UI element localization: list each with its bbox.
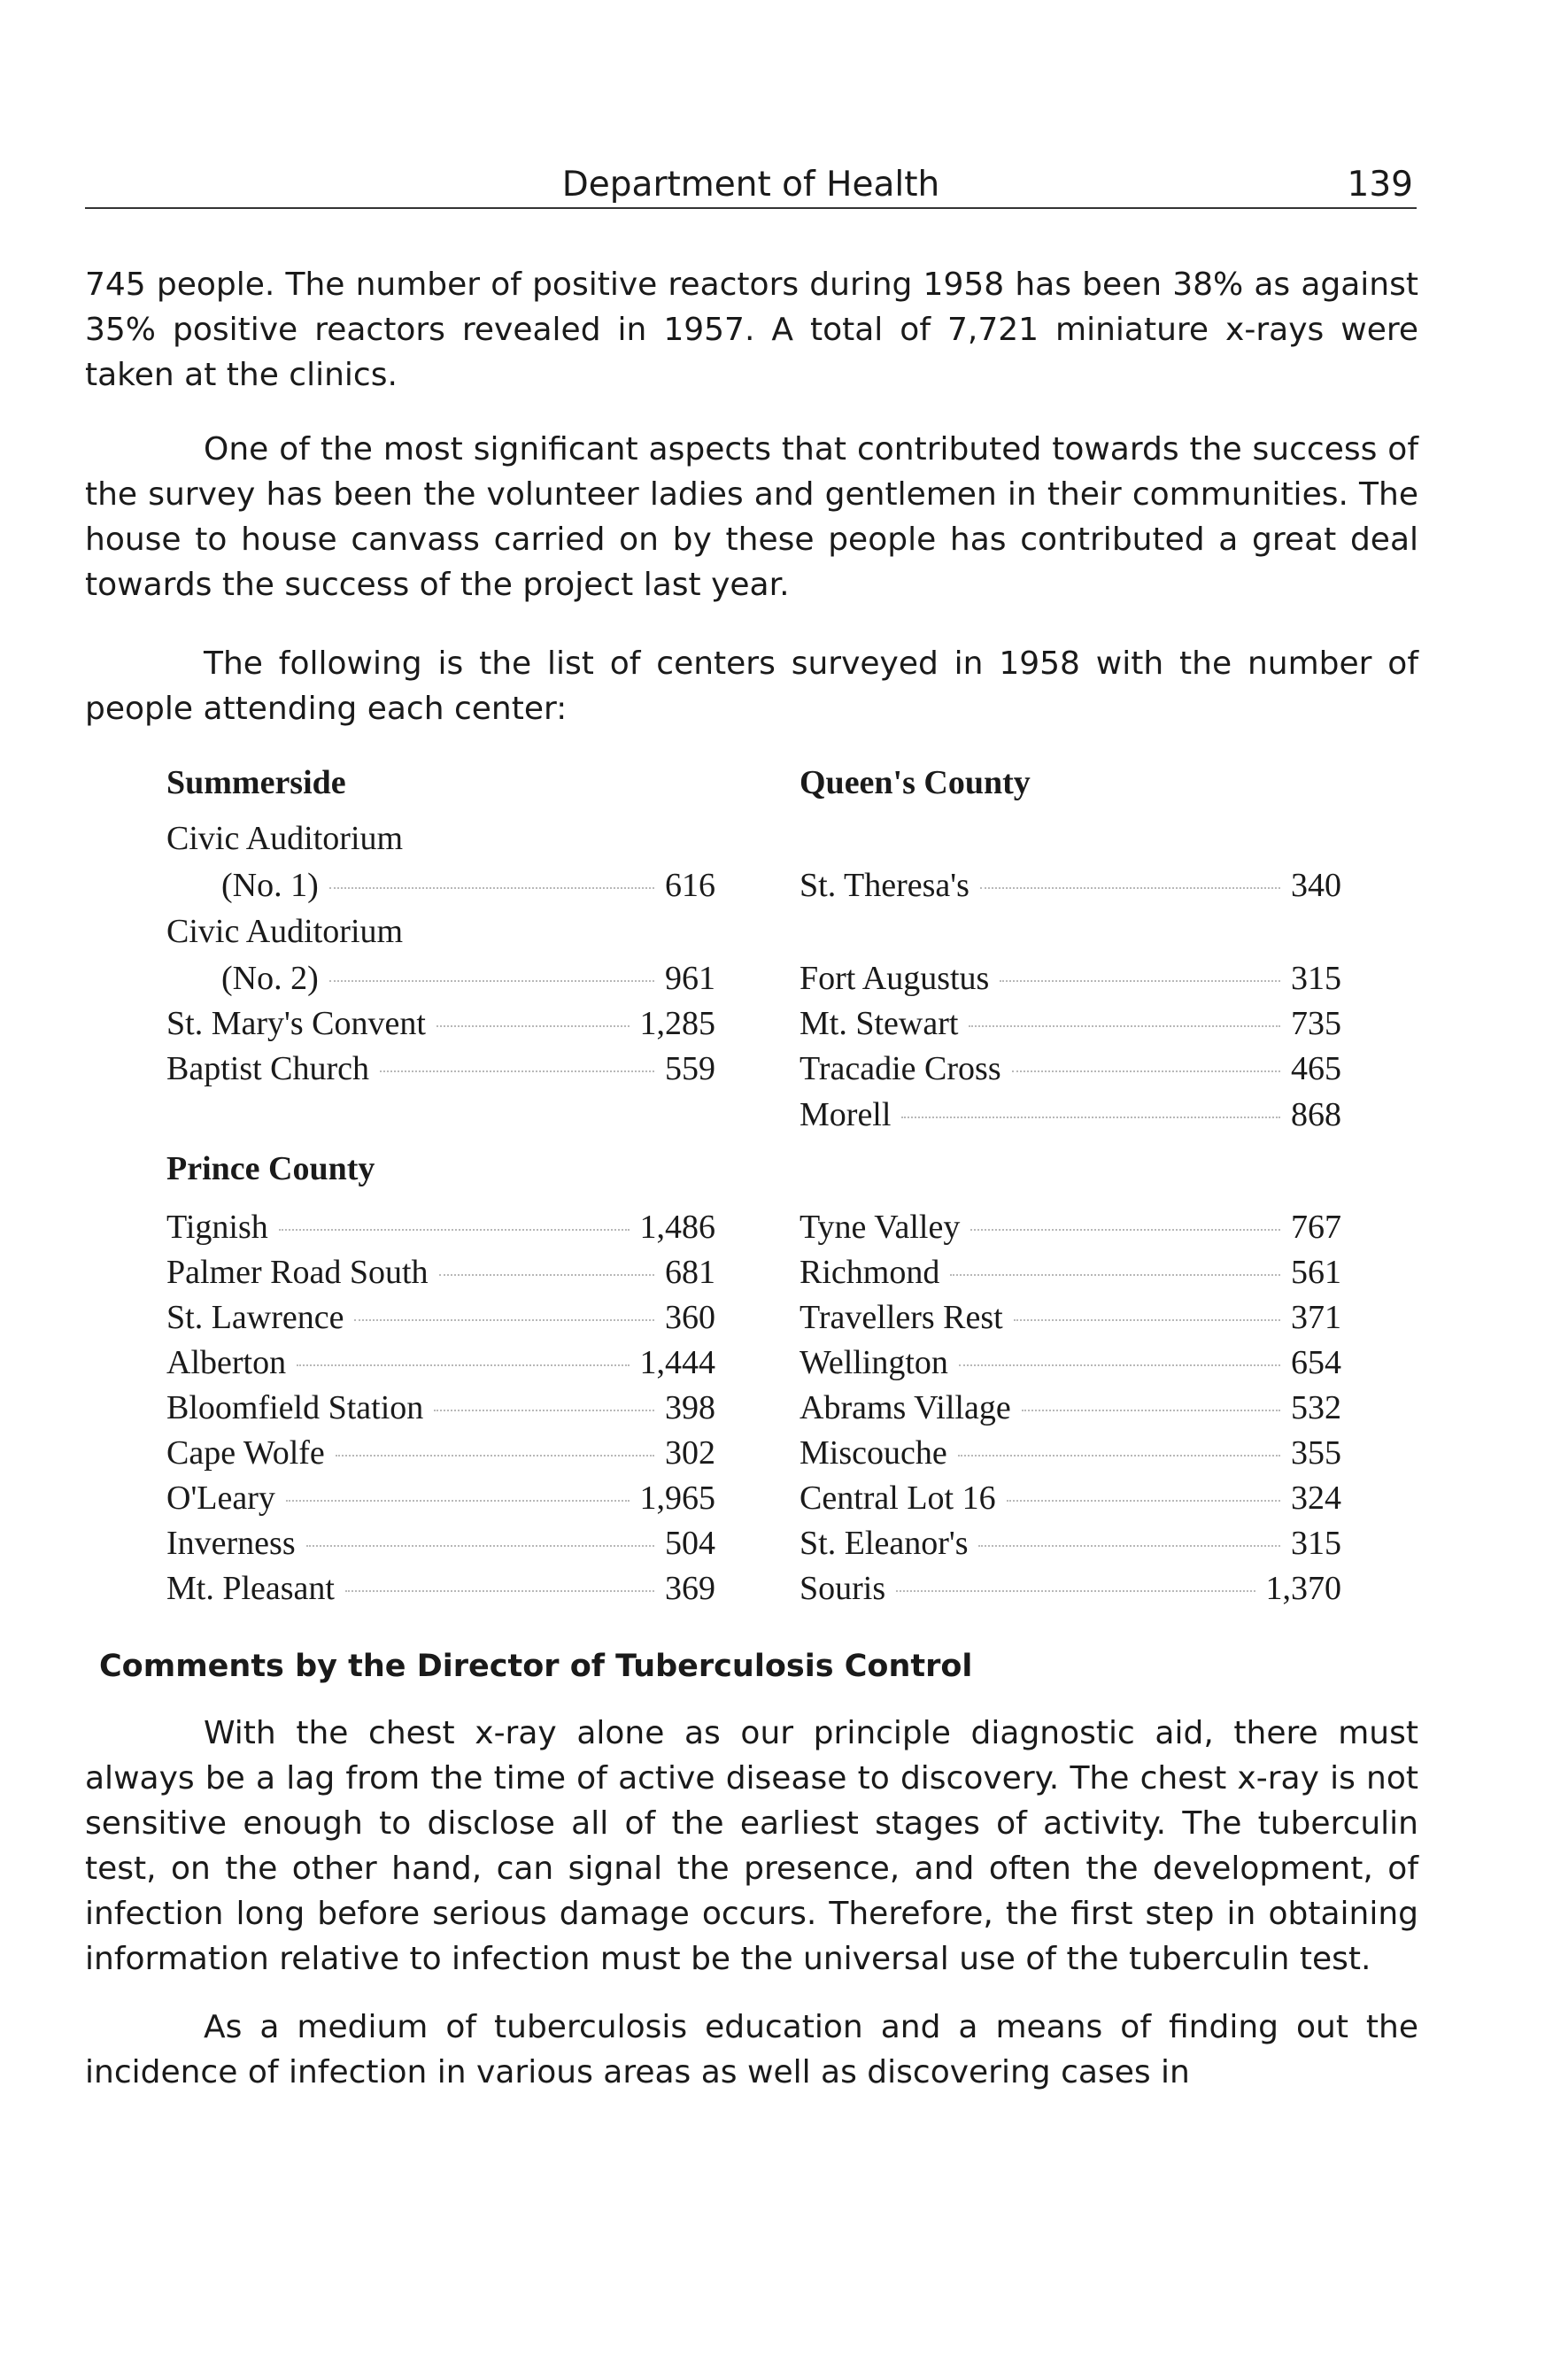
center-entry <box>166 1298 715 1342</box>
center-name: Tignish <box>166 1209 268 1246</box>
attendance-count: 324 <box>1291 1480 1341 1517</box>
attendance-count: 654 <box>1291 1344 1341 1381</box>
attendance-count: 340 <box>1291 867 1341 904</box>
center-name: Travellers Rest <box>800 1299 1003 1336</box>
dot-leader <box>306 1545 654 1547</box>
civic-auditorium-label: Civic Auditorium <box>166 913 404 950</box>
dot-leader <box>1007 1500 1280 1502</box>
dot-leader <box>354 1319 654 1321</box>
center-entry <box>166 1004 715 1048</box>
center-name: Richmond <box>800 1254 940 1291</box>
attendance-count: 465 <box>1291 1050 1341 1087</box>
center-entry <box>166 1569 715 1613</box>
center-entry <box>800 959 1341 1003</box>
dot-leader <box>896 1590 1255 1592</box>
attendance-count: 681 <box>665 1254 715 1291</box>
center-entry <box>800 1095 1341 1140</box>
dot-leader <box>279 1229 630 1231</box>
center-entry <box>800 1253 1341 1297</box>
center-entry <box>800 1004 1341 1048</box>
dot-leader <box>439 1274 654 1276</box>
attendance-count: 561 <box>1291 1254 1341 1291</box>
attendance-count: 371 <box>1291 1299 1341 1336</box>
paragraph-tuberculin-test <box>85 1711 1418 1982</box>
center-entry <box>166 1049 715 1093</box>
center-name: St. Lawrence <box>166 1299 344 1336</box>
paragraph: 745 people. The number of positive reactors during 1958 has been 38% as against 35% positive reactors revealed in 1957. A total of 7,721 miniature x-rays were taken at the clinics. <box>85 267 1418 393</box>
center-entry <box>166 1524 715 1568</box>
dot-leader <box>434 1410 654 1411</box>
attendance-count: 369 <box>665 1570 715 1607</box>
attendance-count: 559 <box>665 1050 715 1087</box>
dot-leader <box>969 1025 1280 1027</box>
attendance-count: 315 <box>1291 960 1341 997</box>
dot-leader <box>286 1500 630 1502</box>
center-entry <box>800 1208 1341 1252</box>
dot-leader <box>336 1455 654 1457</box>
center-name: St. Eleanor's <box>800 1525 969 1562</box>
queens-county-heading: Queen's County <box>800 764 1031 801</box>
dot-leader <box>380 1070 654 1072</box>
paragraph: With the chest x-ray alone as our principle diagnostic aid, there must always be a lag from the time of active disease to discovery. The chest x-ray is not sensitive enough to disclose all of the earliest stages of activity. The tuberculin test, on the other hand, can signal the presence, and often the development, of infection long before serious damage occurs. Therefore, the first step in obtaining information relative to infection must be the universal use of the tuberculin test. <box>85 1715 1418 1977</box>
center-name: Alberton <box>166 1344 287 1381</box>
comments-heading: Comments by the Director of Tuberculosis Control <box>99 1649 973 1684</box>
center-name: Tyne Valley <box>800 1209 961 1246</box>
paragraph-volunteers <box>85 427 1418 607</box>
center-name: Central Lot 16 <box>800 1480 996 1517</box>
summerside-heading: Summerside <box>166 764 346 801</box>
center-entry <box>800 1049 1341 1093</box>
civic-auditorium-label: Civic Auditorium <box>166 820 404 857</box>
paragraph: As a medium of tuberculosis education and a means of finding out the incidence of infection in various areas as well as discovering cases in <box>85 2009 1418 2090</box>
center-entry <box>800 1479 1341 1523</box>
center-name: Fort Augustus <box>800 960 990 997</box>
attendance-count: 1,370 <box>1265 1570 1341 1607</box>
center-name: O'Leary <box>166 1480 275 1517</box>
paragraph-list-intro <box>85 641 1418 731</box>
dot-leader <box>329 980 654 982</box>
center-name: Inverness <box>166 1525 296 1562</box>
paragraph-education <box>85 2005 1418 2095</box>
center-name: Mt. Pleasant <box>166 1570 335 1607</box>
center-entry <box>221 959 715 1003</box>
dot-leader <box>436 1025 630 1027</box>
center-entry <box>166 1433 715 1478</box>
attendance-count: 398 <box>665 1389 715 1426</box>
attendance-count: 355 <box>1291 1434 1341 1472</box>
center-entry <box>221 866 715 910</box>
attendance-count: 735 <box>1291 1005 1341 1042</box>
attendance-count: 1,486 <box>639 1209 715 1246</box>
dot-leader <box>1000 980 1280 982</box>
center-name: Souris <box>800 1570 886 1607</box>
attendance-count: 868 <box>1291 1096 1341 1133</box>
attendance-count: 616 <box>665 867 715 904</box>
center-entry <box>800 1524 1341 1568</box>
attendance-count: 360 <box>665 1299 715 1336</box>
dot-leader <box>978 1545 1280 1547</box>
center-name: St. Mary's Convent <box>166 1005 426 1042</box>
center-name: Abrams Village <box>800 1389 1011 1426</box>
dot-leader <box>901 1117 1280 1118</box>
center-name: Wellington <box>800 1344 948 1381</box>
attendance-count: 767 <box>1291 1209 1341 1246</box>
dot-leader <box>329 887 654 889</box>
center-entry <box>800 1569 1341 1613</box>
center-entry <box>166 1388 715 1433</box>
center-entry <box>800 1343 1341 1387</box>
center-name: Cape Wolfe <box>166 1434 325 1472</box>
dot-leader <box>980 887 1280 889</box>
attendance-count: 961 <box>665 960 715 997</box>
center-name: Palmer Road South <box>166 1254 429 1291</box>
center-name: Morell <box>800 1096 892 1133</box>
dot-leader <box>970 1229 1280 1231</box>
prince-county-heading: Prince County <box>166 1150 375 1187</box>
dot-leader <box>958 1455 1280 1457</box>
center-entry <box>800 1388 1341 1433</box>
attendance-count: 532 <box>1291 1389 1341 1426</box>
dot-leader <box>1022 1410 1280 1411</box>
attendance-count: 1,965 <box>639 1480 715 1517</box>
page-number: 139 <box>1347 165 1413 205</box>
center-entry <box>166 1479 715 1523</box>
dot-leader <box>297 1364 629 1366</box>
paragraph: One of the most significant aspects that contributed towards the success of the survey has been the volunteer ladies and gentlemen in their communities. The house to house canvass carried on by these people has contributed a great deal towards the success of the project last year. <box>85 431 1418 603</box>
attendance-count: 1,285 <box>639 1005 715 1042</box>
center-entry <box>166 1253 715 1297</box>
paragraph: The following is the list of centers surveyed in 1958 with the number of people attending each center: <box>85 645 1418 727</box>
center-name: Baptist Church <box>166 1050 370 1087</box>
center-name: (No. 1) <box>221 867 319 904</box>
center-name: Miscouche <box>800 1434 947 1472</box>
center-name: Tracadie Cross <box>800 1050 1001 1087</box>
center-name: (No. 2) <box>221 960 319 997</box>
running-title: Department of Health <box>561 165 940 205</box>
attendance-count: 302 <box>665 1434 715 1472</box>
center-name: Mt. Stewart <box>800 1005 959 1042</box>
center-entry <box>166 1208 715 1252</box>
dot-leader <box>1014 1319 1280 1321</box>
center-entry <box>800 1298 1341 1342</box>
dot-leader <box>959 1364 1280 1366</box>
center-name: St. Theresa's <box>800 867 969 904</box>
paragraph-continuation <box>85 262 1418 398</box>
dot-leader <box>950 1274 1280 1276</box>
center-entry <box>166 1343 715 1387</box>
dot-leader <box>1012 1070 1280 1072</box>
attendance-count: 1,444 <box>639 1344 715 1381</box>
page-header <box>85 161 1417 209</box>
center-entry <box>800 866 1341 910</box>
dot-leader <box>345 1590 654 1592</box>
center-name: Bloomfield Station <box>166 1389 424 1426</box>
attendance-count: 315 <box>1291 1525 1341 1562</box>
center-entry <box>800 1433 1341 1478</box>
attendance-count: 504 <box>665 1525 715 1562</box>
